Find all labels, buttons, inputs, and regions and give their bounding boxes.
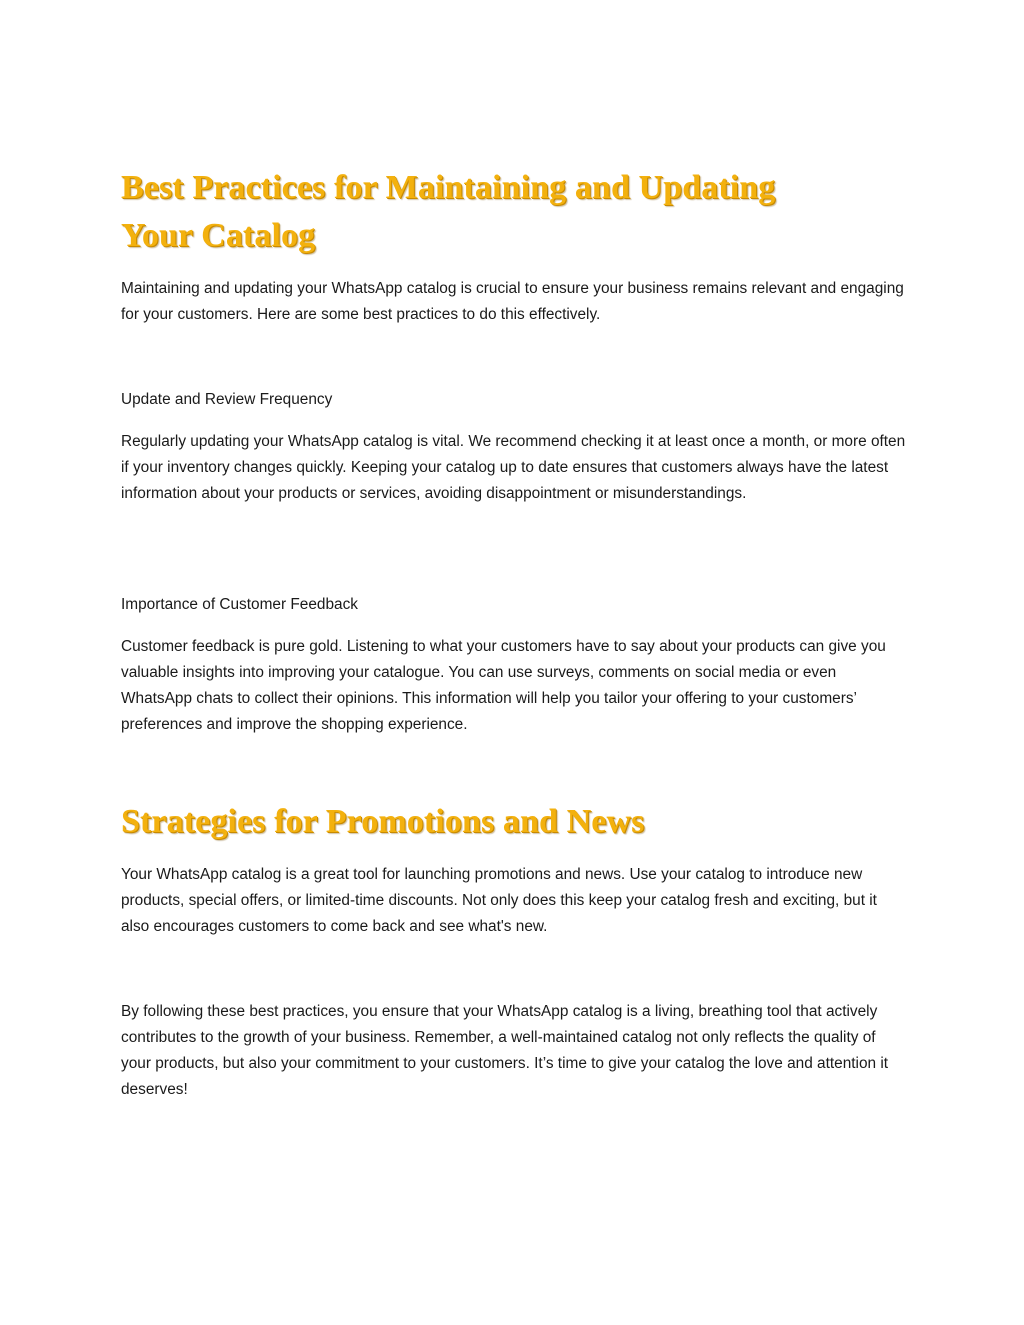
intro-paragraph: Maintaining and updating your WhatsApp catalog is crucial to ensure your business remains relevant and engaging for your customers. Here are some best practices to do this effectively. xyxy=(121,280,904,323)
section-heading-promotions: Strategies for Promotions and News xyxy=(121,803,645,840)
paragraph-update-frequency: Regularly updating your WhatsApp catalog is vital. We recommend checking it at least once a month, or more often if your inventory changes quickly. Keeping your catalog up to date ensures that customers always have the latest information about your products or services, avoiding disappointment or misunderstandings. xyxy=(121,433,906,502)
paragraph-promotions: Your WhatsApp catalog is a great tool for launching promotions and news. Use your catalog to introduce new products, special offers, or limited-time discounts. Not only does this keep your catalog fresh and exciting, but it also encourages customers to come back and see what's new. xyxy=(121,866,877,935)
paragraph-customer-feedback: Customer feedback is pure gold. Listening to what your customers have to say about your products can give you valuable insights into improving your catalogue. You can use surveys, comments on social media or even WhatsApp chats to collect their opinions. This information will help you tailor your offering to your customers’ preferences and improve the shopping experience. xyxy=(121,638,886,733)
subheading-update-frequency: Update and Review Frequency xyxy=(121,391,333,408)
paragraph-conclusion: By following these best practices, you ensure that your WhatsApp catalog is a living, breathing tool that actively contributes to the growth of your business. Remember, a well-maintained catalog not only reflects the quality of your products, but also your commitment to your customers. It’s time to give your catalog the love and attention it deserves! xyxy=(121,1003,889,1098)
section-heading-best-practices-line-1: Best Practices for Maintaining and Updating xyxy=(121,169,776,206)
subheading-customer-feedback: Importance of Customer Feedback xyxy=(121,596,358,613)
section-heading-best-practices-line-2: Your Catalog xyxy=(121,217,316,254)
